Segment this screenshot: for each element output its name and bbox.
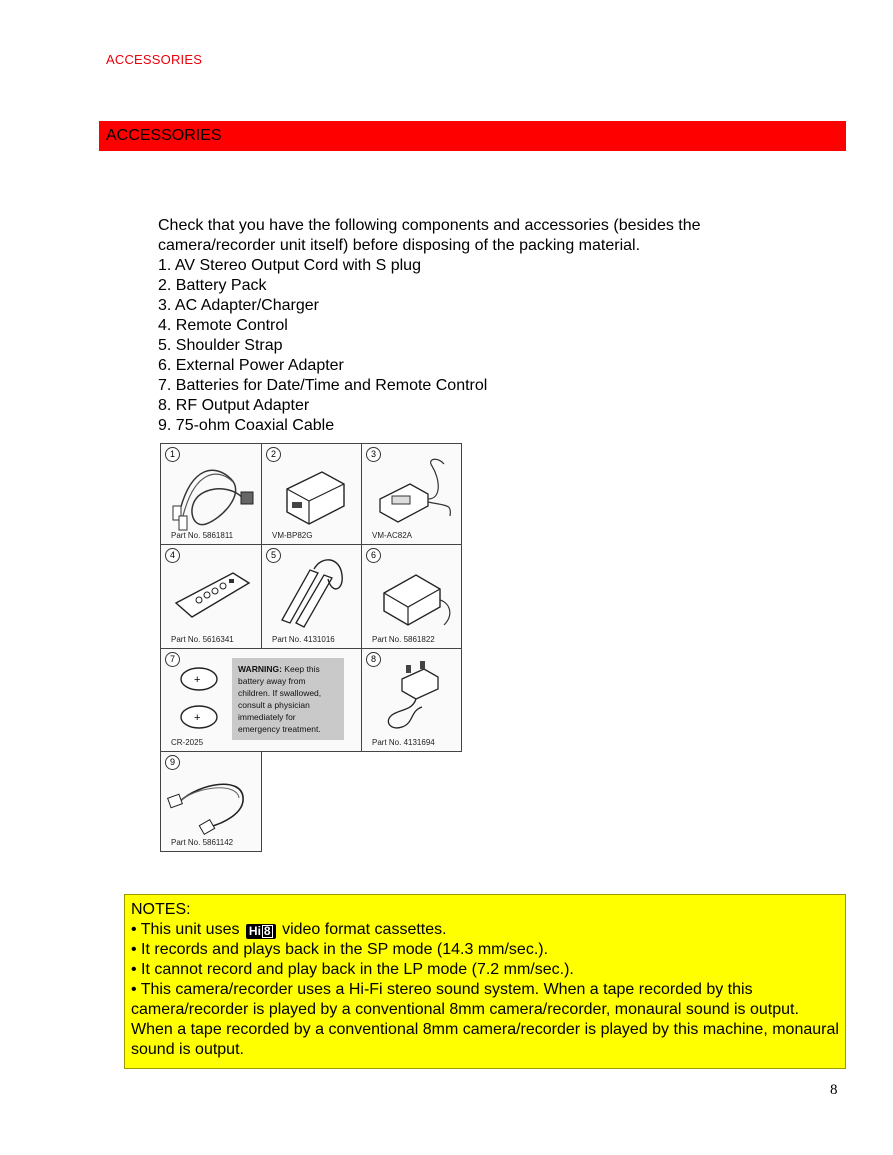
figure-cell-remote-control [160,544,262,649]
intro-block [158,216,798,436]
item-caption: Part No. 4131694 [372,738,435,747]
note-item: • It records and plays back in the SP mode (14.3 mm/sec.). [131,941,549,958]
page-number: 8 [830,1082,838,1098]
list-item: 8. RF Output Adapter [158,397,310,414]
list-item: 3. AC Adapter/Charger [158,297,319,314]
list-item: 5. Shoulder Strap [158,337,283,354]
svg-text:+: + [194,674,201,686]
section-title: ACCESSORIES [106,127,222,144]
item-number: 9 [165,755,180,770]
list-item: 4. Remote Control [158,317,288,334]
item-caption: CR-2025 [171,738,204,747]
battery-warning [232,658,344,740]
item-number: 4 [165,548,180,563]
running-head: ACCESSORIES [106,52,203,67]
notes-title: NOTES: [131,901,191,918]
item-caption: Part No. 5861811 [171,531,234,540]
list-item: 2. Battery Pack [158,277,267,294]
hi8-logo-box: 8 [263,924,271,938]
hi8-logo-text: Hi [248,924,261,938]
figure-cell-av-cord [160,443,262,545]
list-item: 1. AV Stereo Output Cord with S plug [158,257,421,274]
list-item: 6. External Power Adapter [158,357,344,374]
item-caption: VM-BP82G [272,531,313,540]
item-caption: Part No. 5616341 [171,635,234,644]
item-caption: Part No. 5861142 [171,838,234,847]
item-number: 2 [266,447,281,462]
note-text: • This unit uses [131,921,240,938]
figure-cell-shoulder-strap [261,544,362,649]
list-item: 9. 75-ohm Coaxial Cable [158,417,335,434]
note-item [131,920,839,940]
item-number: 1 [165,447,180,462]
section-title-bar [99,121,846,151]
item-number: 8 [366,652,381,667]
figure-cell-external-power-adapter [361,544,462,649]
item-number: 3 [366,447,381,462]
accessory-list [158,256,798,436]
notes-box [124,894,846,1069]
accessories-figure [160,443,462,852]
svg-text:+: + [194,712,201,724]
figure-cell-ac-adapter [361,443,462,545]
figure-cell-coaxial-cable [160,751,262,852]
item-number: 7 [165,652,180,667]
hi8-logo [246,924,276,939]
figure-cell-battery-pack [261,443,362,545]
list-item: 7. Batteries for Date/Time and Remote Control [158,377,488,394]
item-caption: Part No. 4131016 [272,635,335,644]
item-caption: Part No. 5861822 [372,635,435,644]
item-number: 5 [266,548,281,563]
note-item: • This camera/recorder uses a Hi-Fi stereo sound system. When a tape recorded by this camera/recorder is played by a conventional 8mm camera/recorder, monaural sound is output. When a tape recorded by a conventional 8mm camera/recorder is played by this machine, monaural sound is output. [131,981,839,1058]
note-item: • It cannot record and play back in the LP mode (7.2 mm/sec.). [131,961,574,978]
warning-text: Keep this battery away from children. If swallowed, consult a physician immediately for emergency treatment. [238,664,322,734]
item-caption: VM-AC82A [372,531,413,540]
warning-label: WARNING: [238,664,282,674]
intro-text: Check that you have the following components and accessories (besides the camera/recorder unit itself) before disposing of the packing material. [158,217,701,254]
note-text: video format cassettes. [282,921,447,938]
figure-cell-rf-adapter [361,648,462,752]
item-number: 6 [366,548,381,563]
